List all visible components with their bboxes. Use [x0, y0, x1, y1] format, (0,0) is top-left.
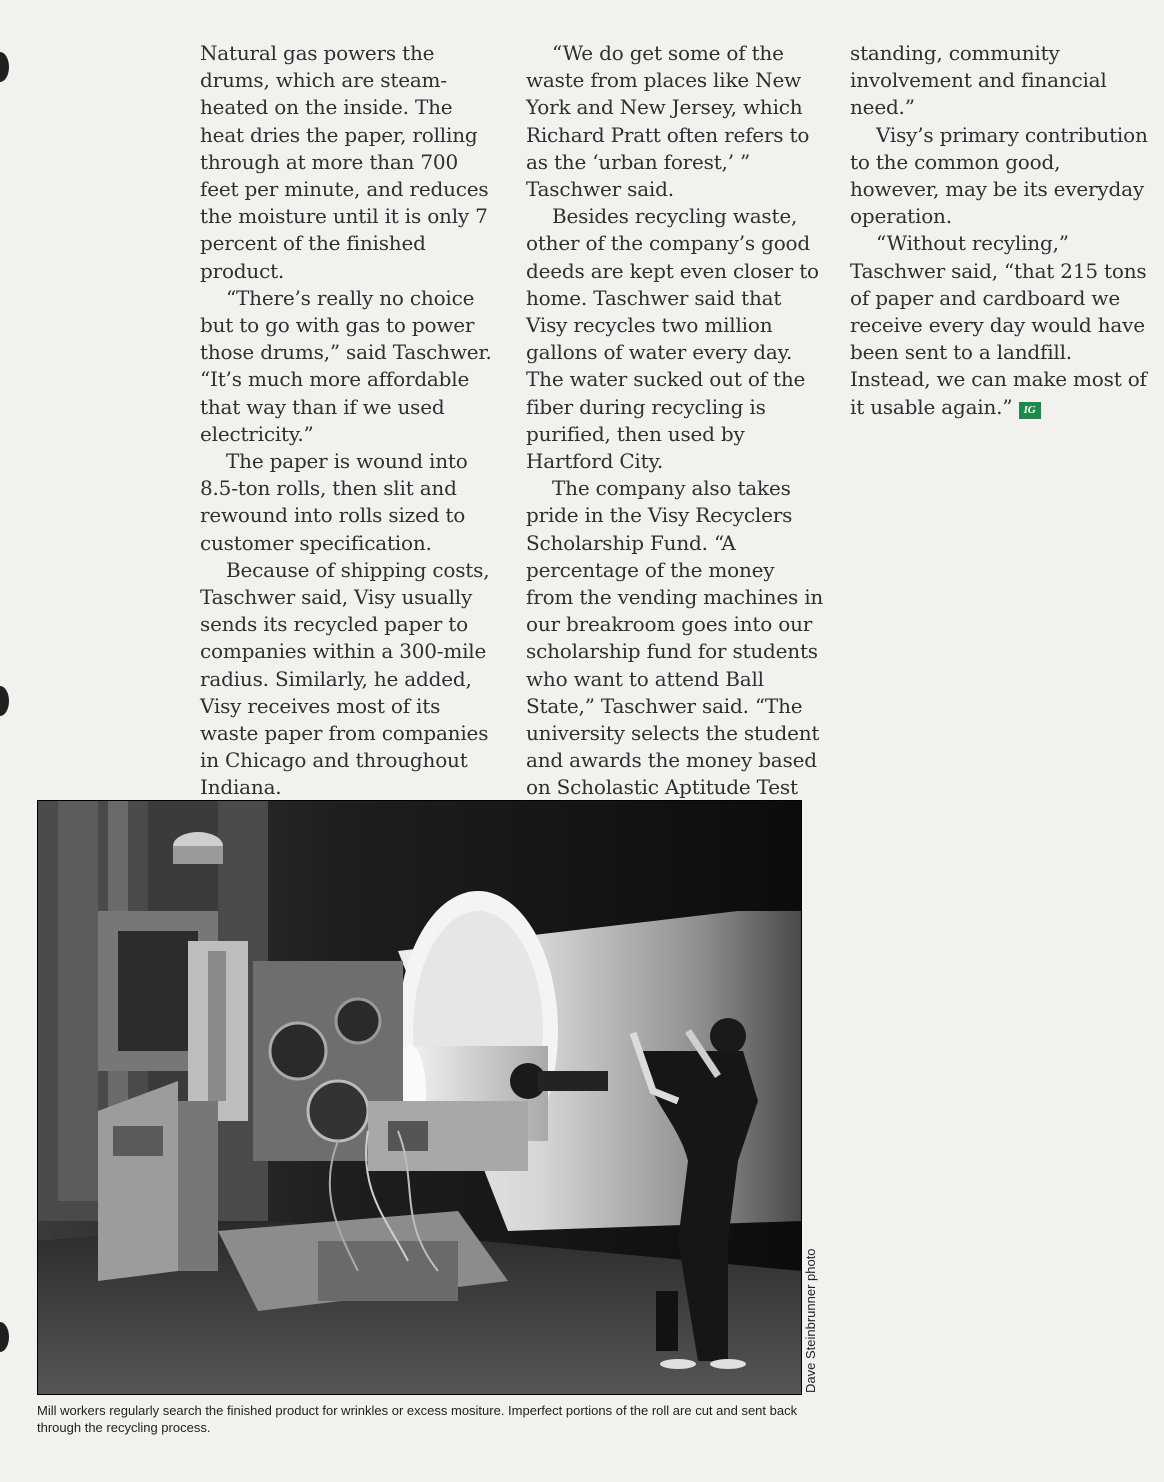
- paper-roll-machine-illustration: [38, 801, 801, 1394]
- paragraph: “There’s really no choice but to go with gas to power those drums,” said Taschwer. “It’s much more affordable that way than if we used electricity.”: [200, 285, 492, 446]
- punch-hole: [0, 686, 9, 716]
- punch-hole: [0, 1322, 9, 1352]
- article-column-2: [526, 40, 826, 829]
- photo-caption: Mill workers regularly search the finished product for wrinkles or excess mositure. Imperfect portions of the roll are cut and sent back through the recycling process.: [37, 1403, 798, 1435]
- paragraph: [850, 230, 1155, 420]
- paragraph: Besides recycling waste, other of the company’s good deeds are kept even closer to home. Taschwer said that Visy recycles two million gallons of water every day. The water sucked out of the fiber during recycling is purified, then used by Hartford City.: [526, 204, 819, 474]
- paragraph: Because of shipping costs, Taschwer said, Visy usually sends its recycled paper to companies within a 300-mile radius. Similarly, he added, Visy receives most of its waste paper from companies in Chicago and throughout Indiana.: [200, 557, 490, 800]
- article-column-3: [850, 40, 1155, 421]
- article-column-1: [200, 40, 500, 802]
- punch-hole: [0, 52, 9, 82]
- paragraph: The paper is wound into 8.5-ton rolls, then slit and rewound into rolls sized to customer specification.: [200, 449, 468, 555]
- paragraph: The company also takes pride in the Visy Recyclers Scholarship Fund. “A percentage of the money from the vending machines in our breakroom goes into our scholarship fund for students who want to attend Ball State,” Taschwer said. “The university selects the student and awards the money based on Scholastic Aptitude Test: [526, 476, 824, 800]
- photo-credit: Dave Steinbrunner photo: [803, 1248, 818, 1393]
- paragraph-text: “Without recyling,” Taschwer said, “that 215 tons of paper and cardboard we receive every day would have been sent to a landfill. Instead, we can make most of it usable again.”: [850, 231, 1147, 419]
- paragraph: Visy’s primary contribution to the common good, however, may be its everyday operation.: [850, 122, 1148, 229]
- paragraph: “We do get some of the waste from places like New York and New Jersey, which Richard Pratt often refers to as the ‘urban forest,’ ” Taschwer said.: [526, 41, 810, 202]
- paragraph: Natural gas powers the drums, which are steam-heated on the inside. The heat dries the paper, rolling through at more than 700 feet per minute, and reduces the moisture until it is only 7 percent of the finished product.: [200, 41, 489, 283]
- mill-photo: [37, 800, 802, 1395]
- paragraph: standing, community involvement and financial need.”: [850, 41, 1107, 120]
- end-of-story-icon: IG: [1019, 402, 1041, 419]
